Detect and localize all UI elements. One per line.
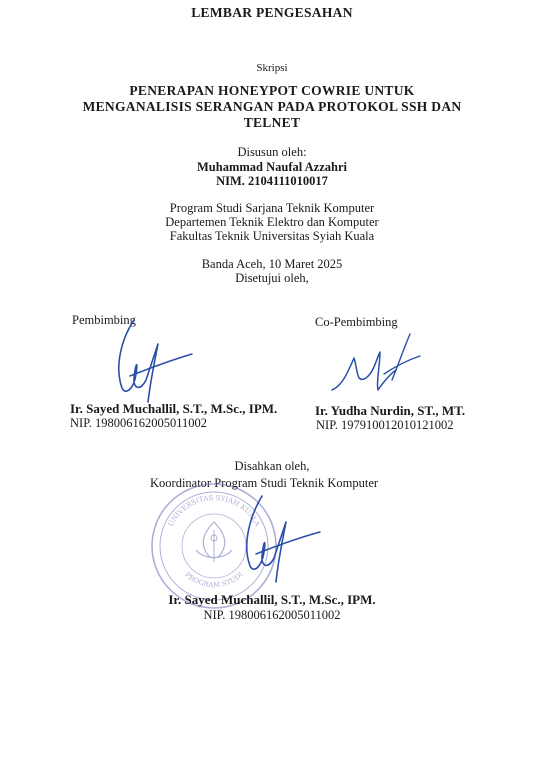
institution-line: Fakultas Teknik Universitas Syiah Kuala [169, 229, 375, 243]
author-name: Muhammad Naufal Azzahri [197, 160, 347, 174]
author-label: Disusun oleh: [237, 145, 307, 159]
co-supervisor-name: Ir. Yudha Nurdin, ST., MT. [315, 403, 466, 418]
co-supervisor-nip: NIP. 197910012010121002 [316, 418, 454, 432]
institution-line: Program Studi Sarjana Teknik Komputer [169, 201, 375, 215]
ratified-by: Disahkan oleh, [234, 459, 310, 473]
coordinator-signature [226, 492, 326, 588]
co-supervisor-role: Co-Pembimbing [315, 315, 398, 329]
coordinator-name: Ir. Sayed Muchallil, S.T., M.Sc., IPM. [168, 592, 376, 607]
thesis-title-line: MENGANALISIS SERANGAN PADA PROTOKOL SSH DAN [82, 99, 462, 114]
institution-line: Departemen Teknik Elektro dan Komputer [165, 215, 379, 229]
supervisor-name: Ir. Sayed Muchallil, S.T., M.Sc., IPM. [70, 401, 278, 416]
page-heading: LEMBAR PENGESAHAN [191, 5, 353, 20]
doc-type: Skripsi [256, 62, 288, 74]
author-nim: NIM. 2104111010017 [216, 174, 328, 188]
thesis-title-line: PENERAPAN HONEYPOT COWRIE UNTUK [129, 83, 415, 98]
stamp-text-bottom: PROGRAM STUDI [183, 570, 245, 590]
coordinator-role: Koordinator Program Studi Teknik Komputer [150, 476, 379, 490]
stamp-text-top: UNIVERSITAS SYIAH KUALA [166, 493, 262, 528]
supervisor-role: Pembimbing [72, 313, 136, 327]
co-supervisor-signature [330, 330, 430, 410]
place-date: Banda Aceh, 10 Maret 2025 [201, 257, 343, 271]
thesis-title-line: TELNET [243, 115, 301, 130]
approved-by: Disetujui oleh, [235, 271, 309, 285]
coordinator-nip: NIP. 198006162005011002 [203, 608, 341, 622]
supervisor-nip: NIP. 198006162005011002 [70, 416, 208, 430]
supervisor-signature [100, 318, 200, 408]
